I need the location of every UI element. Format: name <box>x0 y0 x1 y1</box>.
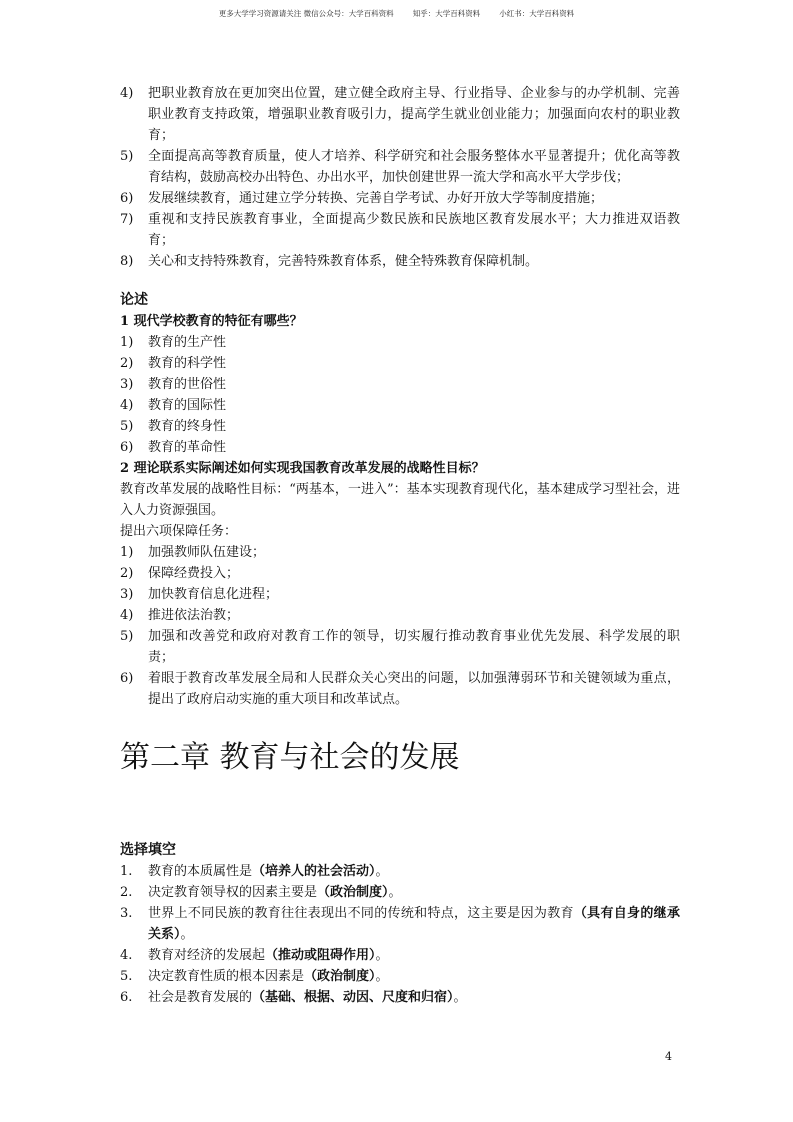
list-item: 3) 加快教育信息化进程； <box>120 587 279 602</box>
list-item: 1) 教育的生产性 <box>120 335 227 350</box>
chapter-title: 第二章 教育与社会的发展 <box>120 740 460 775</box>
list-item: 4. 教育对经济的发展起（推动或阻碍作用）。 <box>120 948 389 963</box>
answer: （基础、根据、动因、尺度和归宿） <box>252 990 454 1005</box>
list-item: 1) 加强教师队伍建设； <box>120 545 266 560</box>
list-item: 2. 决定教育领导权的因素主要是（政治制度）。 <box>120 885 402 900</box>
list-item: 4) 教育的国际性 <box>120 398 227 413</box>
list-item: 3. 世界上不同民族的教育往往表现出不同的传统和特点，这主要是因为教育（具有自身的继承关系）。 <box>120 906 680 942</box>
page-content <box>120 83 680 1008</box>
list-item: 6) 教育的革命性 <box>120 440 227 455</box>
policy-list <box>120 83 680 272</box>
question-2-intro: 教育改革发展的战略性目标：“两基本，一进入”：基本实现教育现代化，基本建成学习型社会，进入人力资源强国。 <box>120 482 680 518</box>
list-item: 2) 保障经费投入； <box>120 566 240 581</box>
fill-heading: 选择填空 <box>120 842 176 858</box>
list-item: 3) 教育的世俗性 <box>120 377 227 392</box>
answer: （推动或阻碍作用） <box>265 948 376 963</box>
list-item: 6) 着眼于教育改革发展全局和人民群众关心突出的问题，以加强薄弱环节和关键领域为重点，提出了政府启动实施的重大项目和改革试点。 <box>120 671 680 707</box>
list-item: 6. 社会是教育发展的（基础、根据、动因、尺度和归宿）。 <box>120 990 467 1005</box>
list-item: 6) 发展继续教育，通过建立学分转换、完善自学考试、办好开放大学等制度措施； <box>120 191 604 206</box>
list-item: 5) 教育的终身性 <box>120 419 227 434</box>
list-item: 5. 决定教育性质的根本因素是（政治制度）。 <box>120 969 389 984</box>
page-header: 更多大学学习资源请关注 微信公众号：大学百科资料 知乎：大学百科资料 小红书：大学百科资料 <box>218 9 575 18</box>
list-item: 4) 推进依法治教； <box>120 608 240 623</box>
question-2-subheading: 提出六项保障任务： <box>120 524 238 539</box>
list-item: 4) 把职业教育放在更加突出位置，建立健全政府主导、行业指导、企业参与的办学机制、完善职业教育支持政策，增强职业教育吸引力，提高学生就业创业能力；加强面向农村的职业教育； <box>120 86 680 143</box>
answer: （政治制度） <box>304 969 376 984</box>
essay-heading: 论述 <box>120 292 148 308</box>
fill-list <box>120 861 680 1008</box>
page-number: 4 <box>665 1050 672 1063</box>
answer: （政治制度） <box>317 885 389 900</box>
question-1: 1 现代学校教育的特征有哪些？ <box>120 314 303 329</box>
question-1-list <box>120 332 680 458</box>
answer: （具有自身的继承关系） <box>148 906 680 942</box>
list-item: 5) 加强和改善党和政府对教育工作的领导，切实履行推动教育事业优先发展、科学发展的职责； <box>120 629 680 665</box>
list-item: 7) 重视和支持民族教育事业，全面提高少数民族和民族地区教育发展水平；大力推进双语教育； <box>120 212 680 248</box>
question-2-list <box>120 542 680 710</box>
list-item: 5) 全面提高高等教育质量，使人才培养、科学研究和社会服务整体水平显著提升；优化高等教育结构，鼓励高校办出特色、办出水平，加快创建世界一流大学和高水平大学步伐； <box>120 149 680 185</box>
list-item: 8) 关心和支持特殊教育，完善特殊教育体系，健全特殊教育保障机制。 <box>120 254 539 269</box>
list-item: 2) 教育的科学性 <box>120 356 227 371</box>
question-2: 2 理论联系实际阐述如何实现我国教育改革发展的战略性目标？ <box>120 461 485 476</box>
list-item: 1. 教育的本质属性是（培养人的社会活动）。 <box>120 864 389 879</box>
answer: （培养人的社会活动） <box>252 864 376 879</box>
